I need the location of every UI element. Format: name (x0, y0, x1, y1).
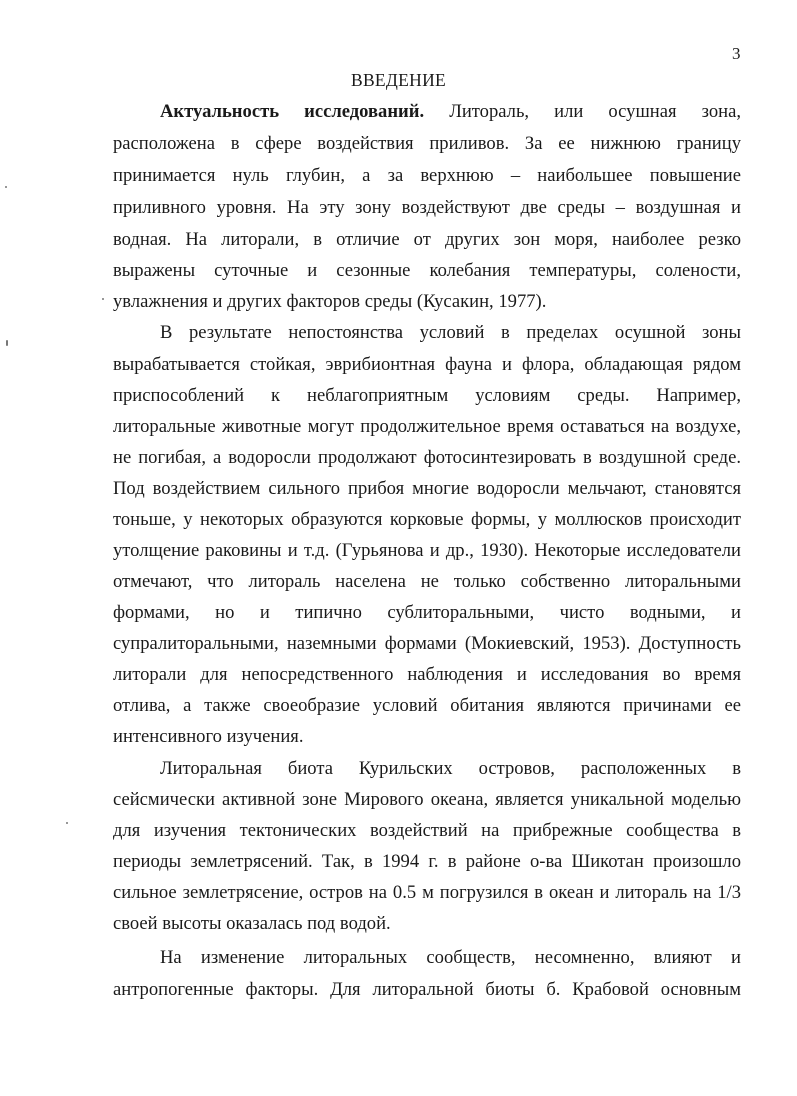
text-line: не погибая, а водоросли продолжают фотосинтезировать в воздушной среде. (113, 447, 741, 468)
text-line: вырабатывается стойкая, эврибионтная фауна и флора, обладающая рядом (113, 354, 741, 375)
text-line: Литоральная биота Курильских островов, расположенных в (160, 758, 741, 779)
text-line: супралиторальными, наземными формами (Мокиевский, 1953). Доступность (113, 633, 741, 654)
text-line: тоньше, у некоторых образуются корковые формы, у моллюсков происходит (113, 509, 741, 530)
scan-speck (102, 298, 104, 300)
text-line: расположена в сфере воздействия приливов. За ее нижнюю границу (113, 133, 741, 154)
text-line: литорали для непосредственного наблюдения и исследования во время (113, 664, 741, 685)
text-line: принимается нуль глубин, а за верхнюю – наибольшее повышение (113, 165, 741, 186)
text-line: отмечают, что литораль населена не только собственно литоральными (113, 571, 741, 592)
text-line: для изучения тектонических воздействий на прибрежные сообщества в (113, 820, 741, 841)
line-text: Литораль, или осушная зона, (449, 101, 741, 122)
text-line: антропогенные факторы. Для литоральной биоты б. Крабовой основным (113, 979, 741, 1000)
text-line: сильное землетрясение, остров на 0.5 м погрузился в океан и литораль на 1/3 (113, 882, 741, 903)
page-number: 3 (732, 44, 741, 63)
text-line: В результате непостоянства условий в пределах осушной зоны (160, 322, 741, 343)
text-line: периоды землетрясений. Так, в 1994 г. в районе о-ва Шикотан произошло (113, 851, 741, 872)
text-line: выражены суточные и сезонные колебания температуры, солености, (113, 260, 741, 281)
text-line: Под воздействием сильного прибоя многие водоросли мельчают, становятся (113, 478, 741, 499)
text-line: своей высоты оказалась под водой. (113, 913, 391, 934)
scan-speck (6, 340, 8, 346)
scan-speck (5, 186, 7, 188)
text-line: увлажнения и других факторов среды (Кусакин, 1977). (113, 291, 547, 312)
text-line: формами, но и типично сублиторальными, чисто водными, и (113, 602, 741, 623)
text-line (160, 101, 741, 123)
text-line: приливного уровня. На эту зону воздействуют две среды – воздушная и (113, 197, 741, 218)
bold-lead: Актуальность исследований. (160, 101, 425, 122)
text-line: приспособлений к неблагоприятным условиям среды. Например, (113, 385, 741, 406)
text-line: утолщение раковины и т.д. (Гурьянова и др., 1930). Некоторые исследователи (113, 540, 741, 561)
scan-speck (66, 822, 68, 824)
text-line: сейсмически активной зоне Мирового океана, является уникальной моделью (113, 789, 741, 810)
text-line: отлива, а также своеобразие условий обитания являются причинами ее (113, 695, 741, 716)
text-line: литоральные животные могут продолжительное время оставаться на воздухе, (113, 416, 741, 437)
text-line: На изменение литоральных сообществ, несомненно, влияют и (160, 947, 741, 968)
text-line: водная. На литорали, в отличие от других зон моря, наиболее резко (113, 229, 741, 250)
section-heading: ВВЕДЕНИЕ (350, 70, 447, 90)
text-line: интенсивного изучения. (113, 726, 304, 747)
